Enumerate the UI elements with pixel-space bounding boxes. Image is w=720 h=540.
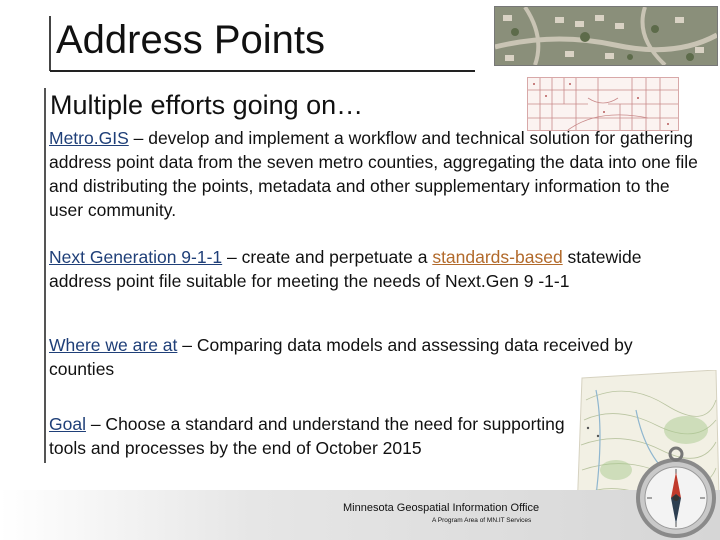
goal-text: – Choose a standard and understand the need for supporting tools and processes by the end of October 2015 — [49, 414, 565, 458]
nextgen-link[interactable]: Next Generation 9-1-1 — [49, 247, 223, 267]
metrogis-paragraph — [49, 126, 701, 222]
nextgen-paragraph — [49, 245, 701, 293]
metrogis-link[interactable]: Metro.GIS — [49, 128, 129, 148]
parcel-map-thumbnail — [527, 77, 679, 131]
where-we-are-text: – Comparing data models and assessing data received by counties — [49, 335, 633, 379]
aerial-neighborhood-photo — [494, 6, 718, 66]
footer-program-line: A Program Area of MN.IT Services — [432, 517, 532, 524]
title-underline — [50, 70, 475, 72]
where-we-are-link[interactable]: Where we are at — [49, 335, 178, 355]
metrogis-text: – develop and implement a workflow and technical solution for gathering address point data from the seven metro counties, aggregating the data into one file and distributing the points, metadata and other supplementary information to the user community. — [49, 128, 698, 220]
goal-link[interactable]: Goal — [49, 414, 86, 434]
slide-title: Address Points — [56, 18, 326, 62]
title-accent-bar — [49, 16, 51, 71]
footer-office-name: Minnesota Geospatial Information Office — [343, 502, 540, 514]
content-accent-bar — [44, 88, 46, 463]
nextgen-text-a: – create and perpetuate a — [222, 247, 433, 267]
nextgen-text-b: statewide address point file suitable for meeting the needs of Next.Gen 9 -1-1 — [49, 247, 642, 291]
slide-subtitle: Multiple efforts going on… — [50, 90, 364, 120]
goal-paragraph — [49, 412, 579, 460]
footer-band — [0, 490, 720, 540]
compass-icon — [622, 442, 720, 540]
standards-based-link[interactable]: standards-based — [432, 247, 563, 267]
